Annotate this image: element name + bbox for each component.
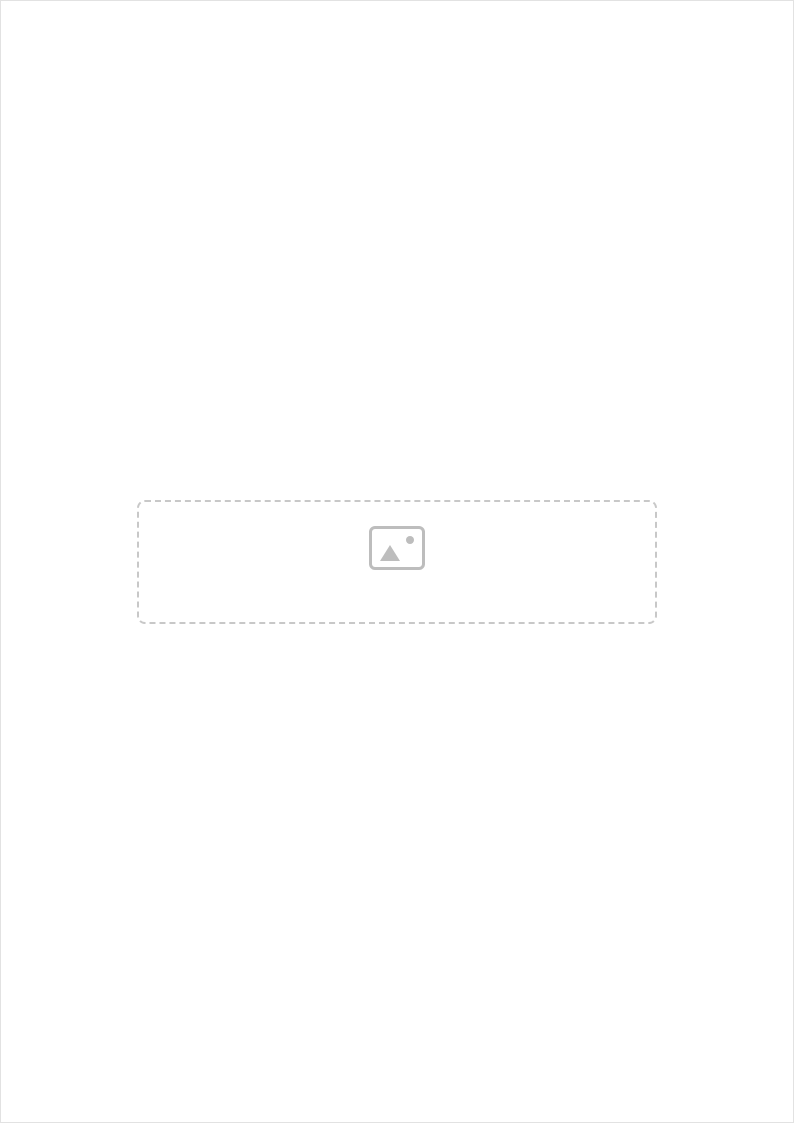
- missing-image-placeholder: [137, 500, 657, 624]
- image-icon: [369, 526, 425, 570]
